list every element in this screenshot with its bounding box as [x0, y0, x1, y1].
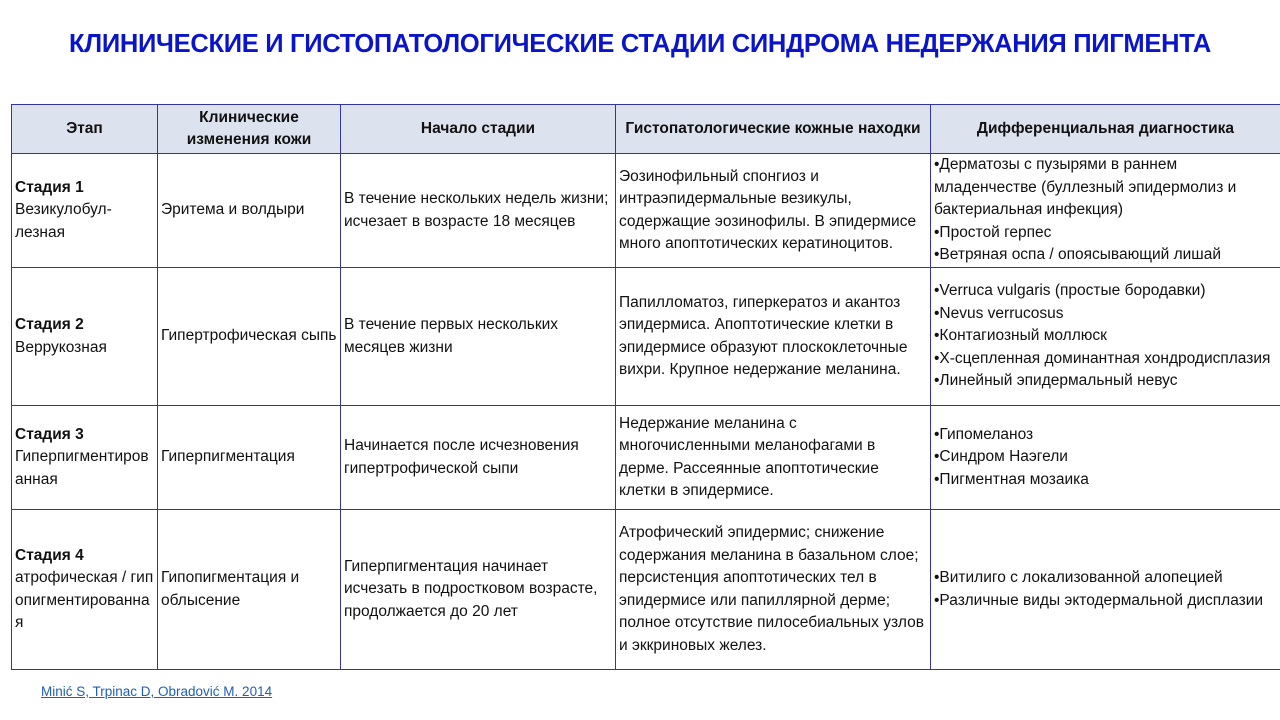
clinical-cell: Гиперпигментация: [158, 406, 341, 510]
dx-cell: [931, 268, 1280, 406]
dx-item: •Простой герпес: [934, 223, 1052, 241]
dx-item: •Nevus verrucosus: [934, 304, 1064, 322]
table-row: [12, 406, 1280, 510]
dx-item: •Различные виды эктодермальной дисплазии: [934, 591, 1264, 609]
stage-name: Стадия 2: [15, 316, 84, 333]
clinical-cell: Гипопигментация и облысение: [158, 510, 341, 670]
onset-cell: В течение первых нескольких месяцев жизни: [341, 268, 616, 406]
dx-cell: [931, 154, 1280, 268]
table-row: [12, 154, 1280, 268]
stage-name: Стадия 3: [15, 425, 84, 443]
dx-item: •Ветряная оспа / опоясывающий лишай: [934, 246, 1222, 264]
header-histo: Гистопатологические кожные находки: [616, 105, 931, 154]
stage-cell: [12, 268, 158, 406]
stage-type: Гиперпигментированная: [15, 448, 149, 488]
stage-name: Стадия 1: [15, 178, 84, 196]
dx-cell: [931, 406, 1280, 510]
onset-cell: Гиперпигментация начинает исчезать в подростковом возрасте, продолжается до 20 лет: [341, 510, 616, 670]
dx-item: •Х-сцепленная доминантная хондродисплазия: [934, 349, 1271, 367]
dx-item: •Контагиозный моллюск: [934, 327, 1107, 345]
header-stage: Этап: [12, 105, 158, 154]
stage-type: Веррукозная: [15, 338, 107, 356]
dx-item: •Гипомеланоз: [934, 425, 1034, 443]
page-title: КЛИНИЧЕСКИЕ И ГИСТОПАТОЛОГИЧЕСКИЕ СТАДИИ СИНДРОМА НЕДЕРЖАНИЯ ПИГМЕНТА: [68, 30, 1211, 58]
stage-type: атрофическая / гипопигментированная: [15, 569, 154, 631]
table-row: [12, 268, 1280, 406]
histo-cell: Папилломатоз, гиперкератоз и акантоз эпидермиса. Апоптотические клетки в эпидермисе образуют плоскоклеточные вихри. Крупное недержание меланина.: [616, 268, 931, 406]
dx-item: •Линейный эпидермальный невус: [934, 372, 1178, 390]
stage-type: Везикулобул-лезная: [15, 201, 112, 241]
histo-cell: Недержание меланина с многочисленными меланофагами в дерме. Рассеянные апоптотические клетки в эпидермисе.: [616, 406, 931, 510]
clinical-cell: Эритема и волдыри: [158, 154, 341, 268]
histo-cell: Атрофический эпидермис; снижение содержания меланина в базальном слое; персистенция апоптотических тел в эпидермисе или папиллярной дерме; полное отсутствие пилосебиальных узлов и эккриновых желез.: [616, 510, 931, 670]
dx-item: •Дерматозы с пузырями в раннем младенчестве (буллезный эпидермолиз и бактериальная инфекция): [934, 156, 1237, 219]
stage-cell: [12, 154, 158, 268]
clinical-cell: Гипертрофическая сыпь: [158, 268, 341, 406]
dx-item: •Пигментная мозаика: [934, 470, 1089, 488]
header-dx: Дифференциальная диагностика: [931, 105, 1280, 154]
histo-cell: Эозинофильный спонгиоз и интраэпидермальные везикулы, содержащие эозинофилы. В эпидермисе много апоптотических кератиноцитов.: [616, 154, 931, 268]
dx-cell: [931, 510, 1280, 670]
stage-cell: [12, 406, 158, 510]
table-header-row: [12, 105, 1280, 154]
stage-cell: [12, 510, 158, 670]
header-clinical: Клинические изменения кожи: [158, 105, 341, 154]
onset-cell: Начинается после исчезновения гипертрофической сыпи: [341, 406, 616, 510]
stage-name: Стадия 4: [15, 546, 84, 564]
dx-item: •Verruca vulgaris (простые бородавки): [934, 282, 1206, 300]
dx-item: •Витилиго с локализованной алопецией: [934, 569, 1223, 586]
dx-item: •Синдром Наэгели: [934, 448, 1068, 466]
table-row: [12, 510, 1280, 670]
onset-cell: В течение нескольких недель жизни; исчезает в возрасте 18 месяцев: [341, 154, 616, 268]
stages-table: [11, 104, 1280, 670]
citation-link[interactable]: Minić S, Trpinac D, Obradović M. 2014: [41, 684, 273, 699]
header-onset: Начало стадии: [341, 105, 616, 154]
